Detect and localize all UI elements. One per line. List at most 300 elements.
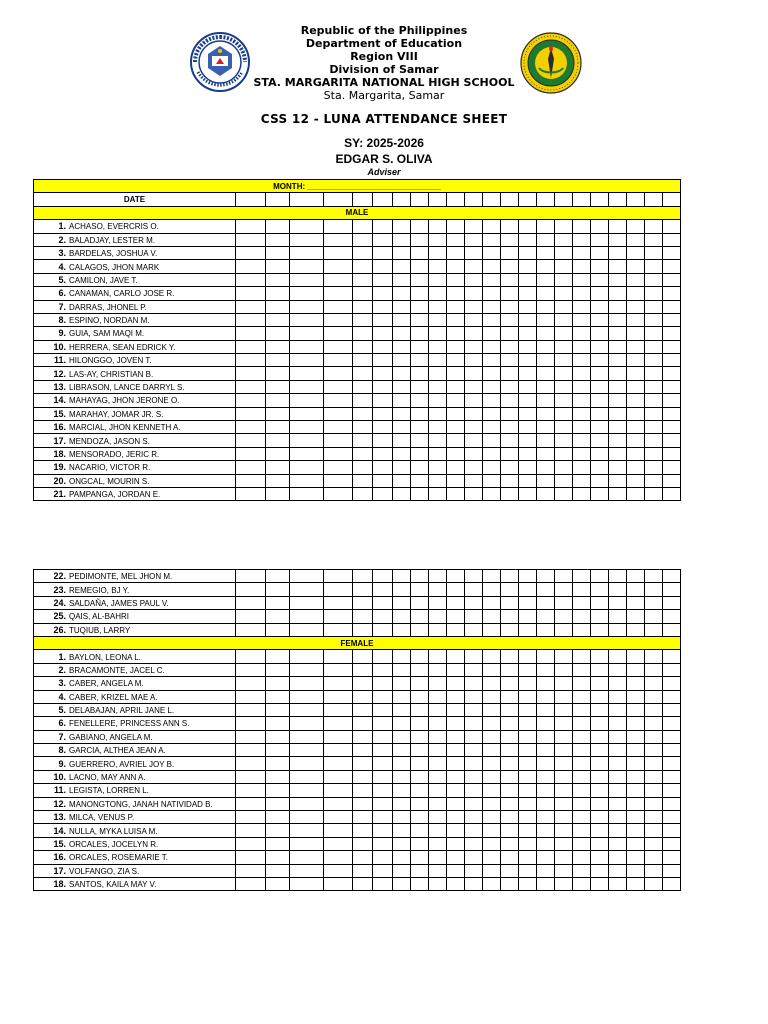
attendance-cell[interactable] <box>429 380 447 393</box>
attendance-cell[interactable] <box>393 260 411 273</box>
attendance-cell[interactable] <box>537 434 555 447</box>
attendance-cell[interactable] <box>266 220 290 233</box>
attendance-cell[interactable] <box>236 233 266 246</box>
attendance-cell[interactable] <box>411 354 429 367</box>
attendance-cell[interactable] <box>555 797 573 810</box>
attendance-cell[interactable] <box>429 730 447 743</box>
attendance-cell[interactable] <box>483 583 501 596</box>
attendance-cell[interactable] <box>555 663 573 676</box>
attendance-cell[interactable] <box>266 596 290 609</box>
attendance-cell[interactable] <box>663 703 681 716</box>
attendance-cell[interactable] <box>353 434 373 447</box>
attendance-cell[interactable] <box>645 677 663 690</box>
attendance-cell[interactable] <box>236 824 266 837</box>
attendance-cell[interactable] <box>591 461 609 474</box>
attendance-cell[interactable] <box>609 570 627 583</box>
attendance-cell[interactable] <box>501 784 519 797</box>
attendance-cell[interactable] <box>411 246 429 259</box>
attendance-cell[interactable] <box>537 677 555 690</box>
attendance-cell[interactable] <box>663 730 681 743</box>
attendance-cell[interactable] <box>537 273 555 286</box>
attendance-cell[interactable] <box>483 354 501 367</box>
attendance-cell[interactable] <box>645 220 663 233</box>
attendance-cell[interactable] <box>236 300 266 313</box>
attendance-cell[interactable] <box>519 824 537 837</box>
attendance-cell[interactable] <box>236 623 266 636</box>
attendance-cell[interactable] <box>393 677 411 690</box>
attendance-cell[interactable] <box>290 610 324 623</box>
attendance-cell[interactable] <box>465 717 483 730</box>
attendance-cell[interactable] <box>537 233 555 246</box>
date-cell[interactable] <box>353 193 373 206</box>
attendance-cell[interactable] <box>393 717 411 730</box>
attendance-cell[interactable] <box>324 461 353 474</box>
attendance-cell[interactable] <box>591 354 609 367</box>
attendance-cell[interactable] <box>447 340 465 353</box>
attendance-cell[interactable] <box>591 877 609 890</box>
attendance-cell[interactable] <box>266 757 290 770</box>
attendance-cell[interactable] <box>483 837 501 850</box>
attendance-cell[interactable] <box>411 313 429 326</box>
attendance-cell[interactable] <box>324 851 353 864</box>
attendance-cell[interactable] <box>663 407 681 420</box>
attendance-cell[interactable] <box>483 313 501 326</box>
attendance-cell[interactable] <box>324 380 353 393</box>
attendance-cell[interactable] <box>373 327 393 340</box>
attendance-cell[interactable] <box>627 864 645 877</box>
attendance-cell[interactable] <box>501 877 519 890</box>
attendance-cell[interactable] <box>290 730 324 743</box>
attendance-cell[interactable] <box>266 447 290 460</box>
attendance-cell[interactable] <box>501 864 519 877</box>
attendance-cell[interactable] <box>324 273 353 286</box>
attendance-cell[interactable] <box>591 407 609 420</box>
attendance-cell[interactable] <box>324 570 353 583</box>
attendance-cell[interactable] <box>555 287 573 300</box>
attendance-cell[interactable] <box>483 596 501 609</box>
attendance-cell[interactable] <box>627 434 645 447</box>
attendance-cell[interactable] <box>537 596 555 609</box>
attendance-cell[interactable] <box>591 650 609 663</box>
attendance-cell[interactable] <box>573 650 591 663</box>
attendance-cell[interactable] <box>645 487 663 500</box>
attendance-cell[interactable] <box>609 220 627 233</box>
attendance-cell[interactable] <box>645 583 663 596</box>
attendance-cell[interactable] <box>555 220 573 233</box>
attendance-cell[interactable] <box>627 421 645 434</box>
attendance-cell[interactable] <box>411 837 429 850</box>
attendance-cell[interactable] <box>266 610 290 623</box>
attendance-cell[interactable] <box>411 260 429 273</box>
attendance-cell[interactable] <box>324 650 353 663</box>
attendance-cell[interactable] <box>555 811 573 824</box>
attendance-cell[interactable] <box>290 757 324 770</box>
attendance-cell[interactable] <box>447 703 465 716</box>
attendance-cell[interactable] <box>627 273 645 286</box>
attendance-cell[interactable] <box>465 287 483 300</box>
attendance-cell[interactable] <box>591 273 609 286</box>
attendance-cell[interactable] <box>573 447 591 460</box>
attendance-cell[interactable] <box>266 434 290 447</box>
attendance-cell[interactable] <box>627 877 645 890</box>
attendance-cell[interactable] <box>353 717 373 730</box>
attendance-cell[interactable] <box>627 461 645 474</box>
attendance-cell[interactable] <box>393 824 411 837</box>
attendance-cell[interactable] <box>555 421 573 434</box>
attendance-cell[interactable] <box>411 690 429 703</box>
attendance-cell[interactable] <box>663 690 681 703</box>
attendance-cell[interactable] <box>429 784 447 797</box>
attendance-cell[interactable] <box>573 757 591 770</box>
attendance-cell[interactable] <box>645 474 663 487</box>
attendance-cell[interactable] <box>483 797 501 810</box>
attendance-cell[interactable] <box>393 380 411 393</box>
attendance-cell[interactable] <box>447 434 465 447</box>
attendance-cell[interactable] <box>537 851 555 864</box>
attendance-cell[interactable] <box>591 434 609 447</box>
attendance-cell[interactable] <box>501 380 519 393</box>
attendance-cell[interactable] <box>501 474 519 487</box>
attendance-cell[interactable] <box>501 434 519 447</box>
attendance-cell[interactable] <box>465 824 483 837</box>
attendance-cell[interactable] <box>609 730 627 743</box>
attendance-cell[interactable] <box>373 770 393 783</box>
attendance-cell[interactable] <box>447 864 465 877</box>
attendance-cell[interactable] <box>609 596 627 609</box>
attendance-cell[interactable] <box>483 367 501 380</box>
attendance-cell[interactable] <box>609 650 627 663</box>
attendance-cell[interactable] <box>373 811 393 824</box>
attendance-cell[interactable] <box>353 327 373 340</box>
attendance-cell[interactable] <box>324 811 353 824</box>
attendance-cell[interactable] <box>266 663 290 676</box>
attendance-cell[interactable] <box>627 487 645 500</box>
date-cell[interactable] <box>266 193 290 206</box>
attendance-cell[interactable] <box>429 717 447 730</box>
attendance-cell[interactable] <box>627 367 645 380</box>
attendance-cell[interactable] <box>353 287 373 300</box>
attendance-cell[interactable] <box>573 233 591 246</box>
attendance-cell[interactable] <box>609 233 627 246</box>
attendance-cell[interactable] <box>591 583 609 596</box>
attendance-cell[interactable] <box>290 246 324 259</box>
attendance-cell[interactable] <box>411 434 429 447</box>
attendance-cell[interactable] <box>483 246 501 259</box>
attendance-cell[interactable] <box>373 677 393 690</box>
date-cell[interactable] <box>609 193 627 206</box>
attendance-cell[interactable] <box>266 246 290 259</box>
attendance-cell[interactable] <box>591 757 609 770</box>
attendance-cell[interactable] <box>353 246 373 259</box>
attendance-cell[interactable] <box>483 730 501 743</box>
attendance-cell[interactable] <box>447 354 465 367</box>
attendance-cell[interactable] <box>465 663 483 676</box>
attendance-cell[interactable] <box>609 797 627 810</box>
attendance-cell[interactable] <box>645 864 663 877</box>
attendance-cell[interactable] <box>519 487 537 500</box>
attendance-cell[interactable] <box>483 273 501 286</box>
attendance-cell[interactable] <box>555 300 573 313</box>
attendance-cell[interactable] <box>266 300 290 313</box>
attendance-cell[interactable] <box>555 354 573 367</box>
attendance-cell[interactable] <box>501 340 519 353</box>
attendance-cell[interactable] <box>353 394 373 407</box>
attendance-cell[interactable] <box>483 570 501 583</box>
attendance-cell[interactable] <box>353 811 373 824</box>
attendance-cell[interactable] <box>609 610 627 623</box>
attendance-cell[interactable] <box>324 313 353 326</box>
attendance-cell[interactable] <box>465 864 483 877</box>
attendance-cell[interactable] <box>483 434 501 447</box>
attendance-cell[interactable] <box>465 623 483 636</box>
attendance-cell[interactable] <box>236 757 266 770</box>
attendance-cell[interactable] <box>324 287 353 300</box>
attendance-cell[interactable] <box>411 610 429 623</box>
attendance-cell[interactable] <box>324 663 353 676</box>
attendance-cell[interactable] <box>324 744 353 757</box>
attendance-cell[interactable] <box>266 287 290 300</box>
attendance-cell[interactable] <box>573 663 591 676</box>
attendance-cell[interactable] <box>266 717 290 730</box>
attendance-cell[interactable] <box>353 770 373 783</box>
attendance-cell[interactable] <box>555 824 573 837</box>
attendance-cell[interactable] <box>290 797 324 810</box>
attendance-cell[interactable] <box>373 851 393 864</box>
attendance-cell[interactable] <box>609 757 627 770</box>
attendance-cell[interactable] <box>555 864 573 877</box>
attendance-cell[interactable] <box>465 583 483 596</box>
attendance-cell[interactable] <box>429 447 447 460</box>
attendance-cell[interactable] <box>609 663 627 676</box>
attendance-cell[interactable] <box>501 300 519 313</box>
attendance-cell[interactable] <box>501 851 519 864</box>
attendance-cell[interactable] <box>465 367 483 380</box>
attendance-cell[interactable] <box>663 757 681 770</box>
attendance-cell[interactable] <box>373 824 393 837</box>
attendance-cell[interactable] <box>373 570 393 583</box>
attendance-cell[interactable] <box>555 623 573 636</box>
attendance-cell[interactable] <box>324 260 353 273</box>
attendance-cell[interactable] <box>645 837 663 850</box>
attendance-cell[interactable] <box>447 313 465 326</box>
attendance-cell[interactable] <box>447 233 465 246</box>
attendance-cell[interactable] <box>537 246 555 259</box>
attendance-cell[interactable] <box>591 596 609 609</box>
attendance-cell[interactable] <box>645 367 663 380</box>
attendance-cell[interactable] <box>290 380 324 393</box>
attendance-cell[interactable] <box>353 757 373 770</box>
attendance-cell[interactable] <box>645 461 663 474</box>
attendance-cell[interactable] <box>236 583 266 596</box>
attendance-cell[interactable] <box>373 380 393 393</box>
attendance-cell[interactable] <box>573 487 591 500</box>
attendance-cell[interactable] <box>429 797 447 810</box>
attendance-cell[interactable] <box>353 447 373 460</box>
attendance-cell[interactable] <box>519 273 537 286</box>
attendance-cell[interactable] <box>353 690 373 703</box>
attendance-cell[interactable] <box>290 623 324 636</box>
attendance-cell[interactable] <box>645 246 663 259</box>
attendance-cell[interactable] <box>393 220 411 233</box>
attendance-cell[interactable] <box>663 394 681 407</box>
attendance-cell[interactable] <box>483 421 501 434</box>
attendance-cell[interactable] <box>353 851 373 864</box>
attendance-cell[interactable] <box>627 327 645 340</box>
attendance-cell[interactable] <box>663 744 681 757</box>
attendance-cell[interactable] <box>465 690 483 703</box>
attendance-cell[interactable] <box>266 487 290 500</box>
attendance-cell[interactable] <box>393 877 411 890</box>
attendance-cell[interactable] <box>501 703 519 716</box>
attendance-cell[interactable] <box>324 730 353 743</box>
attendance-cell[interactable] <box>627 570 645 583</box>
attendance-cell[interactable] <box>324 447 353 460</box>
attendance-cell[interactable] <box>501 811 519 824</box>
attendance-cell[interactable] <box>555 246 573 259</box>
attendance-cell[interactable] <box>609 784 627 797</box>
attendance-cell[interactable] <box>353 583 373 596</box>
attendance-cell[interactable] <box>645 784 663 797</box>
attendance-cell[interactable] <box>573 797 591 810</box>
attendance-cell[interactable] <box>290 851 324 864</box>
attendance-cell[interactable] <box>627 300 645 313</box>
attendance-cell[interactable] <box>645 623 663 636</box>
attendance-cell[interactable] <box>573 220 591 233</box>
attendance-cell[interactable] <box>519 877 537 890</box>
attendance-cell[interactable] <box>290 313 324 326</box>
attendance-cell[interactable] <box>483 703 501 716</box>
attendance-cell[interactable] <box>591 690 609 703</box>
attendance-cell[interactable] <box>393 327 411 340</box>
attendance-cell[interactable] <box>591 824 609 837</box>
attendance-cell[interactable] <box>266 677 290 690</box>
attendance-cell[interactable] <box>537 744 555 757</box>
attendance-cell[interactable] <box>393 650 411 663</box>
attendance-cell[interactable] <box>573 717 591 730</box>
attendance-cell[interactable] <box>663 313 681 326</box>
attendance-cell[interactable] <box>465 596 483 609</box>
attendance-cell[interactable] <box>627 757 645 770</box>
attendance-cell[interactable] <box>373 757 393 770</box>
attendance-cell[interactable] <box>573 730 591 743</box>
attendance-cell[interactable] <box>411 703 429 716</box>
attendance-cell[interactable] <box>447 610 465 623</box>
attendance-cell[interactable] <box>290 824 324 837</box>
attendance-cell[interactable] <box>537 717 555 730</box>
attendance-cell[interactable] <box>447 570 465 583</box>
attendance-cell[interactable] <box>393 570 411 583</box>
attendance-cell[interactable] <box>324 487 353 500</box>
attendance-cell[interactable] <box>447 811 465 824</box>
attendance-cell[interactable] <box>290 487 324 500</box>
attendance-cell[interactable] <box>609 287 627 300</box>
attendance-cell[interactable] <box>266 461 290 474</box>
attendance-cell[interactable] <box>429 340 447 353</box>
attendance-cell[interactable] <box>519 677 537 690</box>
attendance-cell[interactable] <box>266 354 290 367</box>
attendance-cell[interactable] <box>236 461 266 474</box>
attendance-cell[interactable] <box>591 313 609 326</box>
attendance-cell[interactable] <box>465 650 483 663</box>
attendance-cell[interactable] <box>501 623 519 636</box>
attendance-cell[interactable] <box>290 744 324 757</box>
attendance-cell[interactable] <box>465 877 483 890</box>
attendance-cell[interactable] <box>393 703 411 716</box>
attendance-cell[interactable] <box>465 300 483 313</box>
attendance-cell[interactable] <box>663 220 681 233</box>
attendance-cell[interactable] <box>663 327 681 340</box>
attendance-cell[interactable] <box>411 717 429 730</box>
attendance-cell[interactable] <box>353 260 373 273</box>
attendance-cell[interactable] <box>663 260 681 273</box>
attendance-cell[interactable] <box>555 744 573 757</box>
attendance-cell[interactable] <box>324 300 353 313</box>
attendance-cell[interactable] <box>236 354 266 367</box>
attendance-cell[interactable] <box>555 610 573 623</box>
attendance-cell[interactable] <box>393 340 411 353</box>
date-cell[interactable] <box>645 193 663 206</box>
attendance-cell[interactable] <box>501 677 519 690</box>
attendance-cell[interactable] <box>483 340 501 353</box>
attendance-cell[interactable] <box>236 380 266 393</box>
attendance-cell[interactable] <box>447 690 465 703</box>
attendance-cell[interactable] <box>429 260 447 273</box>
attendance-cell[interactable] <box>483 461 501 474</box>
attendance-cell[interactable] <box>266 260 290 273</box>
attendance-cell[interactable] <box>373 260 393 273</box>
attendance-cell[interactable] <box>266 340 290 353</box>
attendance-cell[interactable] <box>465 354 483 367</box>
attendance-cell[interactable] <box>236 811 266 824</box>
attendance-cell[interactable] <box>519 703 537 716</box>
attendance-cell[interactable] <box>447 717 465 730</box>
attendance-cell[interactable] <box>393 313 411 326</box>
attendance-cell[interactable] <box>663 287 681 300</box>
attendance-cell[interactable] <box>373 367 393 380</box>
attendance-cell[interactable] <box>663 784 681 797</box>
attendance-cell[interactable] <box>609 877 627 890</box>
attendance-cell[interactable] <box>519 340 537 353</box>
attendance-cell[interactable] <box>411 327 429 340</box>
attendance-cell[interactable] <box>447 784 465 797</box>
attendance-cell[interactable] <box>353 864 373 877</box>
attendance-cell[interactable] <box>393 770 411 783</box>
attendance-cell[interactable] <box>290 273 324 286</box>
attendance-cell[interactable] <box>236 770 266 783</box>
attendance-cell[interactable] <box>353 380 373 393</box>
attendance-cell[interactable] <box>519 570 537 583</box>
attendance-cell[interactable] <box>236 717 266 730</box>
attendance-cell[interactable] <box>373 717 393 730</box>
attendance-cell[interactable] <box>290 220 324 233</box>
attendance-cell[interactable] <box>627 744 645 757</box>
attendance-cell[interactable] <box>483 487 501 500</box>
attendance-cell[interactable] <box>591 340 609 353</box>
attendance-cell[interactable] <box>627 340 645 353</box>
attendance-cell[interactable] <box>501 690 519 703</box>
attendance-cell[interactable] <box>236 703 266 716</box>
attendance-cell[interactable] <box>591 837 609 850</box>
attendance-cell[interactable] <box>429 690 447 703</box>
date-cell[interactable] <box>429 193 447 206</box>
attendance-cell[interactable] <box>483 824 501 837</box>
attendance-cell[interactable] <box>501 663 519 676</box>
attendance-cell[interactable] <box>609 447 627 460</box>
attendance-cell[interactable] <box>519 690 537 703</box>
attendance-cell[interactable] <box>609 770 627 783</box>
attendance-cell[interactable] <box>447 394 465 407</box>
attendance-cell[interactable] <box>519 851 537 864</box>
